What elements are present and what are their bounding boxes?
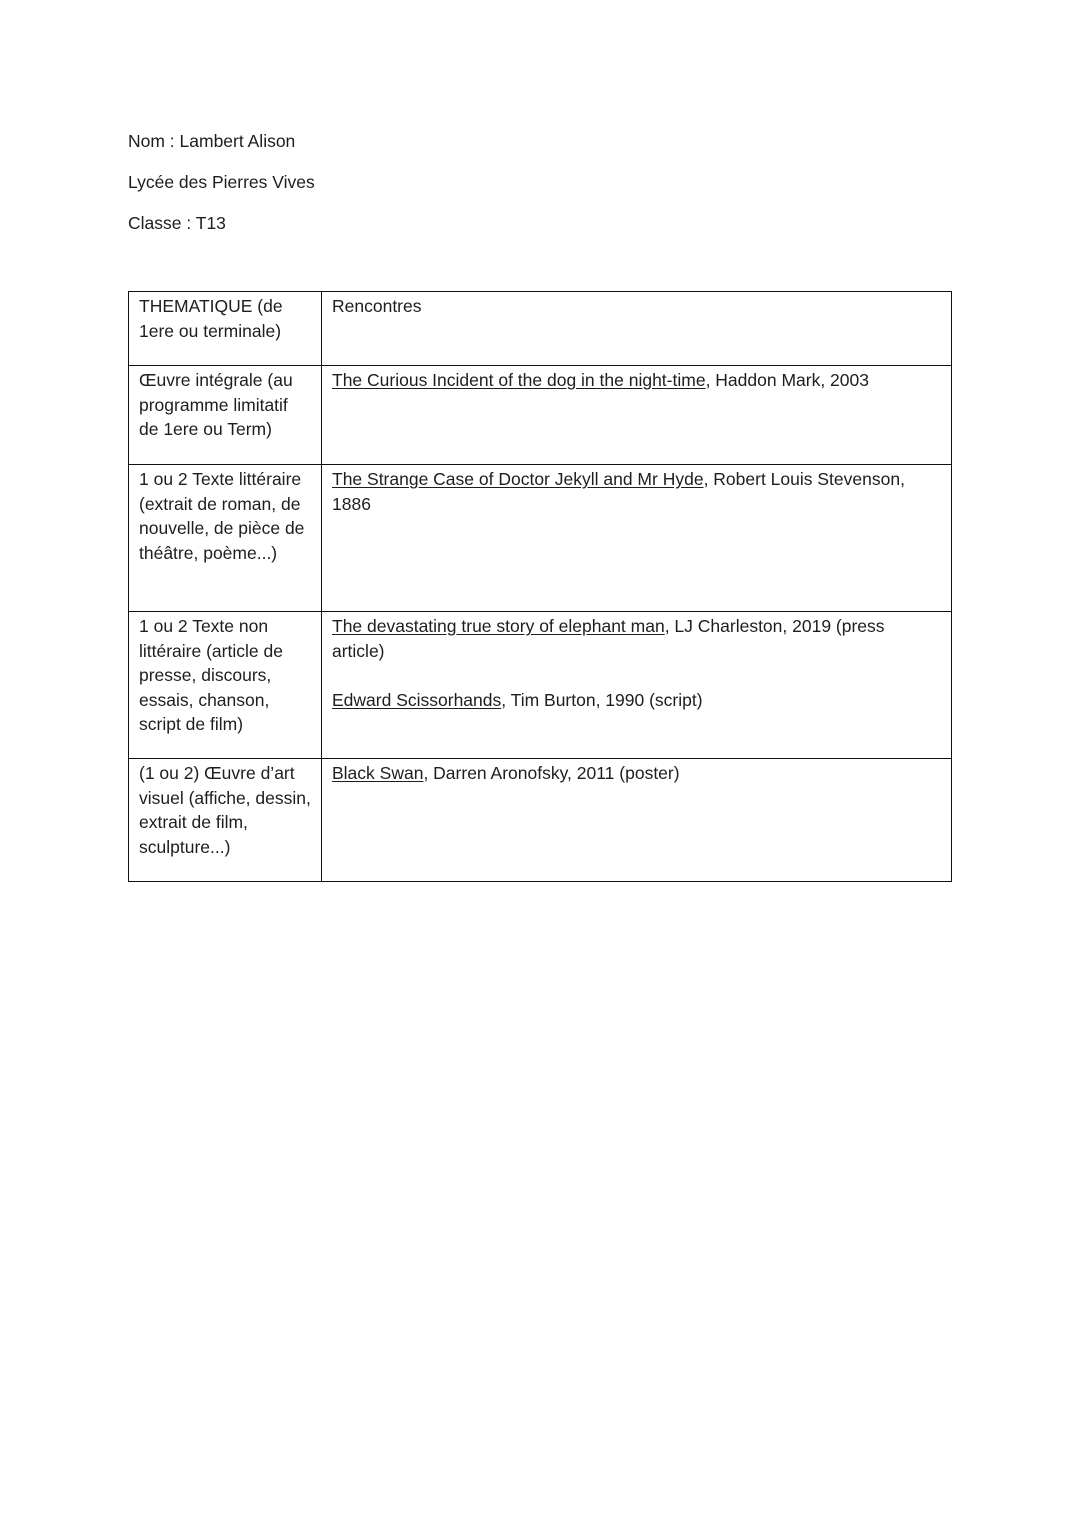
- student-info: [128, 128, 315, 251]
- table-row-thematique: [129, 292, 952, 366]
- row-value: [322, 292, 952, 366]
- student-name: Nom : Lambert Alison: [128, 131, 296, 151]
- row-label: (1 ou 2) Œuvre d’art visuel (affiche, dessin, extrait de film, sculpture...): [129, 759, 322, 882]
- row-value: [322, 465, 952, 612]
- entry-details: , LJ Charleston, 2019 (press article): [332, 616, 885, 661]
- row-label: 1 ou 2 Texte littéraire (extrait de roman, de nouvelle, de pièce de théâtre, poème...): [129, 465, 322, 612]
- entry-title: The Strange Case of Doctor Jekyll and Mr Hyde: [332, 469, 704, 489]
- entry-title: Black Swan: [332, 763, 424, 783]
- entry-details: , Haddon Mark, 2003: [705, 370, 869, 390]
- table-row-oeuvre-integrale: [129, 366, 952, 465]
- entry-title: The devastating true story of elephant man: [332, 616, 665, 636]
- row-value: [322, 759, 952, 882]
- entry: [332, 368, 941, 393]
- class-name: Classe : T13: [128, 213, 226, 233]
- entry-title: Edward Scissorhands: [332, 689, 502, 710]
- oral-exam-table: [128, 291, 952, 882]
- entry-details: , Robert Louis Stevenson, 1886: [332, 469, 905, 514]
- entry-details: , Darren Aronofsky, 2011 (poster): [423, 763, 680, 783]
- entry: [332, 614, 941, 663]
- entry: [332, 761, 941, 786]
- table-row-texte-non-litteraire: [129, 612, 952, 759]
- row-label: THEMATIQUE (de 1ere ou terminale): [129, 292, 322, 366]
- entry: [332, 294, 941, 319]
- entry-details: Rencontres: [332, 296, 422, 316]
- table-row-oeuvre-art-visuel: [129, 759, 952, 882]
- entry: [332, 688, 941, 713]
- row-value: [322, 612, 952, 759]
- entry-details: , Tim Burton, 1990 (script): [501, 689, 703, 710]
- entry: [332, 467, 941, 516]
- table-row-texte-litteraire: [129, 465, 952, 612]
- entry-title: The Curious Incident of the dog in the night-time: [332, 370, 706, 390]
- row-label: 1 ou 2 Texte non littéraire (article de presse, discours, essais, chanson, script de film): [129, 612, 322, 759]
- row-label: Œuvre intégrale (au programme limitatif de 1ere ou Term): [129, 366, 322, 465]
- row-value: [322, 366, 952, 465]
- school-name: Lycée des Pierres Vives: [128, 172, 315, 192]
